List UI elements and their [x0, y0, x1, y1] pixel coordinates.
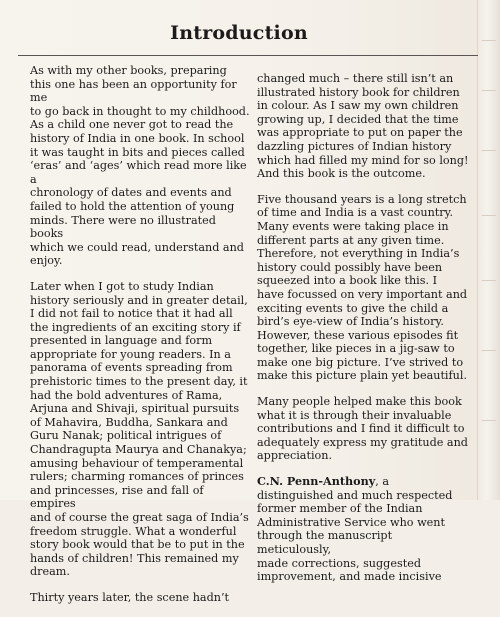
left-column	[30, 64, 252, 617]
paragraph: Later when I got to study Indian history seriously and in greater detail, I did not fail to notice that it had all the ingredients of an exciting story if presented in language and form appropriate for young readers. In a panorama of events spreading from prehistoric times to the present day, it had the bold adventures of Rama, Arjuna and Shivaji, spiritual pursuits of Mahavira, Buddha, Sankara and Guru Nanak; political intrigues of Chandragupta Maurya and Chanakya; amusing behaviour of temperamental rulers; charming romances of princes and princesses, rise and fall of empires and of course the great saga of India’s freedom struggle. What a wonderful story book would that be to put in the hands of children! This remained my dream.	[30, 279, 249, 579]
paragraph: As with my other books, preparing this one has been an opportunity for me to go back in thought to my childhood. As a child one never got to read the history of India in one book. In school it was taught in bits and pieces called ‘eras’ and ‘ages’ which read more like a chronology of dates and events and failed to hold the attention of young minds. There were no illustrated books which we could read, understand and enjoy.	[30, 64, 250, 268]
paragraph: Thirty years later, the scene hadn’t	[30, 590, 229, 604]
right-column	[257, 72, 469, 596]
paragraph: Many people helped make this book what it is through their invaluable contributions and I find it difficult to adequately express my gratitude and appreciation.	[257, 395, 468, 463]
paragraph: Five thousand years is a long stretch of time and India is a vast country. Many events were taking place in different parts at any given time. Therefore, not everything in India’s history could possibly have been squeezed into a book like this. I have focussed on very important and exciting events to give the child a bird’s eye-view of India’s history. However, these various episodes fit together, like pieces in a jig-saw to make one big picture. I’ve strived to make this picture plain yet beautiful.	[257, 192, 468, 383]
paragraph-text: , a distinguished and much respected former member of the Indian Administrative Service who went through the manuscript meticulously, made corrections, suggested improvement, and made incisive	[257, 475, 453, 584]
person-name: C.N. Penn-Anthony	[257, 474, 376, 489]
title-rule	[18, 55, 478, 56]
acknowledgement-paragraph	[257, 475, 469, 584]
page-edge	[477, 0, 500, 500]
page-title: Introduction	[170, 22, 308, 44]
paragraph: changed much – there still isn’t an illustrated history book for children in colour. As I saw my own children growing up, I decided that the time was appropriate to put on paper the dazzling pictures of Indian history which had filled my mind for so long! And this book is the outcome.	[257, 72, 469, 181]
